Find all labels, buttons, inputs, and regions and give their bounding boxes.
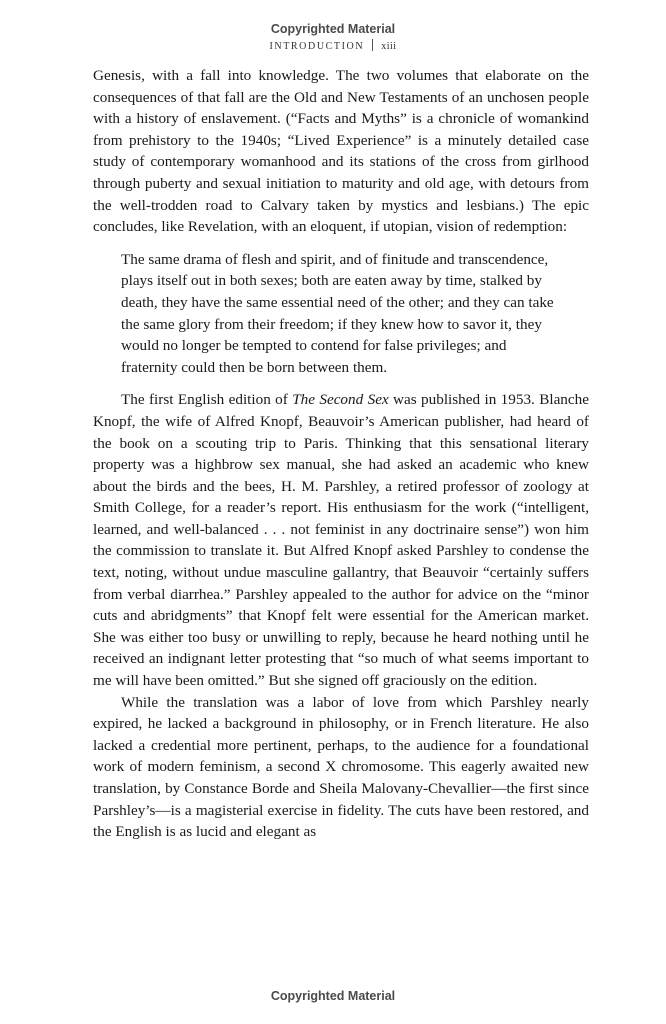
- copyright-watermark-top: Copyrighted Material: [270, 22, 396, 36]
- body-text: [93, 65, 589, 843]
- running-head: [0, 39, 666, 52]
- paragraph-first-edition-lead: The first English edition of: [121, 391, 293, 409]
- copyright-watermark-bottom: Copyrighted Material: [270, 989, 396, 1003]
- running-head-separator: [372, 39, 373, 51]
- paragraph-first-edition-rest: was published in 1953. Blanche Knopf, the wife of Alfred Knopf, Beauvoir’s American publisher, had heard of the book on a scouting trip to Paris. Thinking that this sensational literary property was a highbrow sex manual, she had asked an academic who knew about the birds and the bees, H. M. Parshley, a retired professor of zoology at Smith College, for a reader’s report. His enthusiasm for the work (“intelligent, learned, and well-balanced . . . not feminist in any doctrinaire sense”) won him the commission to translate it. But Alfred Knopf asked Parshley to condense the text, noting, without undue masculine gallantry, that Beauvoir “certainly suffers from verbal diarrhea.” Parshley appealed to the author for advice on the “minor cuts and abridgments” that Knopf felt were essential for the American market. She was either too busy or unwilling to reply, because he heard nothing until he received an indignant letter protesting that “so much of what seems important to me will have been omitted.” But she signed off graciously on the edition.: [93, 391, 589, 690]
- paragraph-translation: While the translation was a labor of love from which Parshley nearly expired, he lacked a background in philosophy, or in French literature. He also lacked a credential more pertinent, perhaps, to the audience for a foundational work of modern feminism, a second X chromosome. This eagerly awaited new translation, by Constance Borde and Sheila Malovany-Chevallier—the first since Parshley’s—is a magisterial exercise in fidelity. The cuts have been restored, and the English is as lucid and elegant as: [93, 693, 589, 841]
- page-number: xiii: [381, 41, 397, 52]
- block-quote: The same drama of flesh and spirit, and of finitude and transcendence, plays itself out in both sexes; both are eaten away by time, stalked by death, they have the same essential need of the other; and they can take the same glory from their freedom; if they knew how to savor it, they would no longer be tempted to contend for false privileges; and fraternity could then be born between them.: [121, 250, 554, 376]
- book-title: The Second Sex: [292, 391, 389, 409]
- paragraph-continuation: Genesis, with a fall into knowledge. The two volumes that elaborate on the consequences of that fall are the Old and New Testaments of an unchosen people with a history of enslavement. (“Facts and Myths” is a chronicle of womankind from prehistory to the 1940s; “Lived Experience” is a minutely detailed case study of contemporary womanhood and its stations of the cross from girlhood through puberty and sexual initiation to maturity and old age, with detours from the well-trodden road to Calvary taken by mystics and lesbians.) The epic concludes, like Revelation, with an eloquent, if utopian, vision of redemption:: [93, 67, 589, 236]
- running-head-section: INTRODUCTION: [269, 41, 365, 52]
- paragraph-first-edition: [93, 389, 589, 691]
